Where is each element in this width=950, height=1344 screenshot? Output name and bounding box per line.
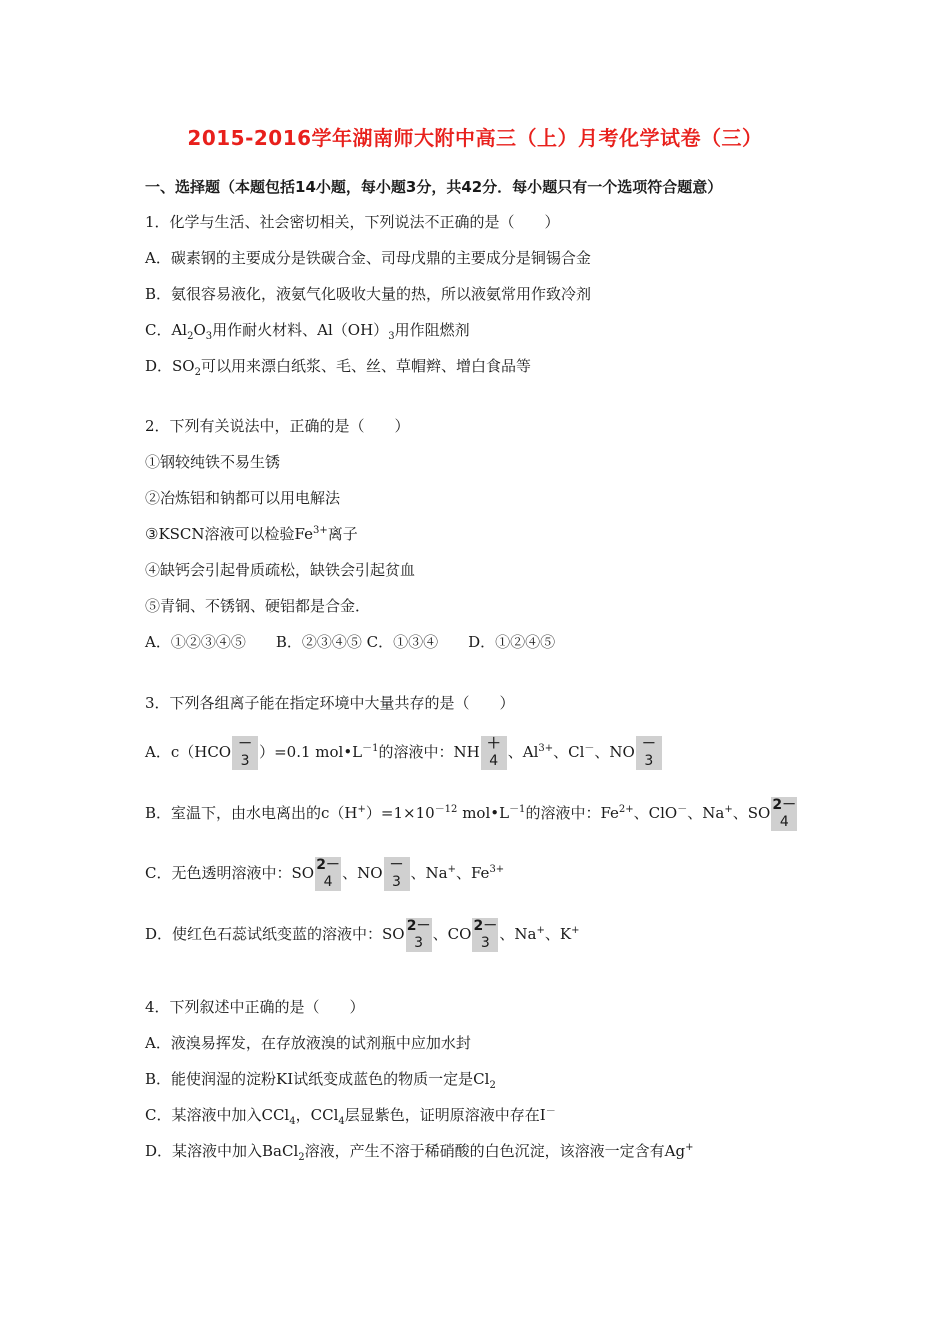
q4-option-b: [145, 1069, 496, 1089]
section-heading: 一、选择题（本题包括14小题，每小题3分，共42分．每小题只有一个选项符合题意）: [145, 178, 723, 196]
q3-option-d: [145, 916, 579, 952]
ion-subscript: 3: [480, 935, 490, 951]
ion-subscript: 4: [779, 814, 789, 830]
q1-option-a: A．碳素钢的主要成分是铁碳合金、司母戊鼎的主要成分是铜锡合金: [145, 249, 591, 267]
ion-subscript: 4: [489, 753, 499, 769]
ion-charge: －: [389, 857, 404, 873]
ion-charge-box: [771, 797, 797, 831]
text: 、Fe: [455, 864, 490, 882]
q3-stem: 3．下列各组离子能在指定环境中大量共存的是（ ）: [145, 694, 515, 712]
subscript: 2: [194, 367, 201, 378]
ion-charge: 2－: [316, 857, 340, 873]
superscript: 3+: [538, 743, 554, 754]
superscript: +: [724, 804, 733, 815]
superscript: +: [536, 925, 545, 936]
ion-charge-box: [636, 736, 662, 770]
text: 、NO: [342, 864, 383, 882]
subscript: 4: [338, 1116, 345, 1127]
text: 、ClO: [633, 804, 678, 822]
text: 、CO: [432, 925, 472, 943]
q3-option-c: [145, 855, 504, 891]
ion-charge-box: [481, 736, 507, 770]
q1-option-d: [145, 356, 531, 376]
subscript: 4: [289, 1116, 296, 1127]
ion-charge: 2－: [406, 918, 431, 934]
superscript: －1: [509, 804, 526, 815]
text: ）=0.1 mol•L: [259, 743, 363, 761]
ion-subscript: 3: [240, 753, 250, 769]
ion-charge-box: [406, 918, 432, 952]
ion-charge-box: [232, 736, 258, 770]
text: 可以用来漂白纸浆、毛、丝、草帽辫、增白食品等: [200, 357, 531, 375]
text: C．Al: [145, 321, 188, 339]
q4-option-c: [145, 1105, 556, 1125]
q1-option-c: [145, 320, 470, 340]
q2-statement-1: ①钢较纯铁不易生锈: [145, 453, 281, 471]
subscript: 2: [298, 1152, 305, 1163]
superscript: +: [357, 804, 366, 815]
text: 、Na: [687, 804, 725, 822]
subscript: 3: [205, 331, 213, 342]
text: 、Na: [499, 925, 537, 943]
text: 、Al: [507, 743, 539, 761]
text: B．室温下，由水电离出的c（H: [145, 804, 358, 822]
ion-charge: 2－: [473, 918, 498, 934]
text: 、SO: [732, 804, 771, 822]
text: ③KSCN溶液可以检验Fe: [145, 525, 313, 543]
text: D．SO: [145, 357, 195, 375]
subscript: 2: [489, 1080, 496, 1091]
text: B．能使润湿的淀粉KI试纸变成蓝色的物质一定是Cl: [145, 1070, 490, 1088]
q3-option-b: [145, 795, 798, 831]
text: ）=1×10: [365, 804, 435, 822]
text: 离子: [327, 525, 358, 543]
text: 、Cl: [553, 743, 585, 761]
text: ，CCl: [295, 1106, 339, 1124]
text: 的溶液中：Fe: [525, 804, 619, 822]
ion-subscript: 3: [392, 874, 401, 890]
superscript: 3+: [313, 525, 328, 536]
q4-option-d: [145, 1141, 693, 1161]
text: 、NO: [594, 743, 635, 761]
text: 用作耐火材料、Al（OH）: [212, 321, 389, 339]
text: 的溶液中：NH: [378, 743, 480, 761]
text: A．c（HCO: [145, 743, 232, 761]
q2-statement-2: ②冶炼铝和钠都可以用电解法: [145, 489, 341, 507]
ion-charge-box: [315, 857, 341, 891]
superscript: 2+: [618, 804, 634, 815]
superscript: +: [685, 1142, 694, 1153]
text: 用作阻燃剂: [394, 321, 470, 339]
text: O: [193, 321, 206, 339]
text: 溶液，产生不溶于稀硝酸的白色沉淀，该溶液一定含有Ag: [304, 1142, 686, 1160]
exam-title: 2015-2016学年湖南师大附中高三（上）月考化学试卷（三）: [187, 126, 763, 150]
superscript: +: [571, 925, 580, 936]
q2-statement-5: ⑤青铜、不锈钢、硬铝都是合金．: [145, 597, 371, 615]
superscript: －: [545, 1106, 556, 1117]
ion-charge: ＋: [486, 736, 501, 752]
ion-charge: 2－: [772, 797, 797, 813]
superscript: －: [677, 804, 688, 815]
ion-charge: －: [641, 736, 656, 752]
ion-subscript: 3: [414, 935, 424, 951]
text: C．某溶液中加入CCl: [145, 1106, 290, 1124]
q2-statement-4: ④缺钙会引起骨质疏松，缺铁会引起贫血: [145, 561, 416, 579]
text: D．使红色石蕊试纸变蓝的溶液中：SO: [145, 925, 405, 943]
text: 、Na: [410, 864, 448, 882]
q2-stem: 2．下列有关说法中，正确的是（ ）: [145, 417, 410, 435]
subscript: 3: [388, 331, 395, 342]
q4-option-a: A．液溴易挥发，在存放液溴的试剂瓶中应加水封: [145, 1034, 471, 1052]
q1-stem: 1．化学与生活、社会密切相关，下列说法不正确的是（ ）: [145, 213, 560, 231]
superscript: －: [584, 743, 595, 754]
ion-charge: －: [238, 736, 253, 752]
text: 层显紫色，证明原溶液中存在I: [344, 1106, 546, 1124]
q3-option-a: [145, 734, 663, 770]
superscript: 3+: [489, 864, 505, 875]
q1-option-b: B．氨很容易液化，液氨气化吸收大量的热，所以液氨常用作致冷剂: [145, 285, 592, 303]
superscript: +: [447, 864, 456, 875]
q2-options: A．①②③④⑤ B．②③④⑤ C．①③④ D．①②④⑤: [145, 633, 556, 651]
text: 、K: [544, 925, 572, 943]
ion-charge-box: [472, 918, 498, 952]
superscript: －1: [362, 743, 379, 754]
text: mol•L: [457, 804, 510, 822]
superscript: －12: [434, 804, 458, 815]
q4-stem: 4．下列叙述中正确的是（ ）: [145, 998, 365, 1016]
text: D．某溶液中加入BaCl: [145, 1142, 299, 1160]
ion-charge-box: [384, 857, 410, 891]
subscript: 2: [187, 331, 194, 342]
ion-subscript: 3: [644, 753, 654, 769]
q2-statement-3: [145, 524, 358, 544]
ion-subscript: 4: [323, 874, 333, 890]
text: C．无色透明溶液中：SO: [145, 864, 315, 882]
